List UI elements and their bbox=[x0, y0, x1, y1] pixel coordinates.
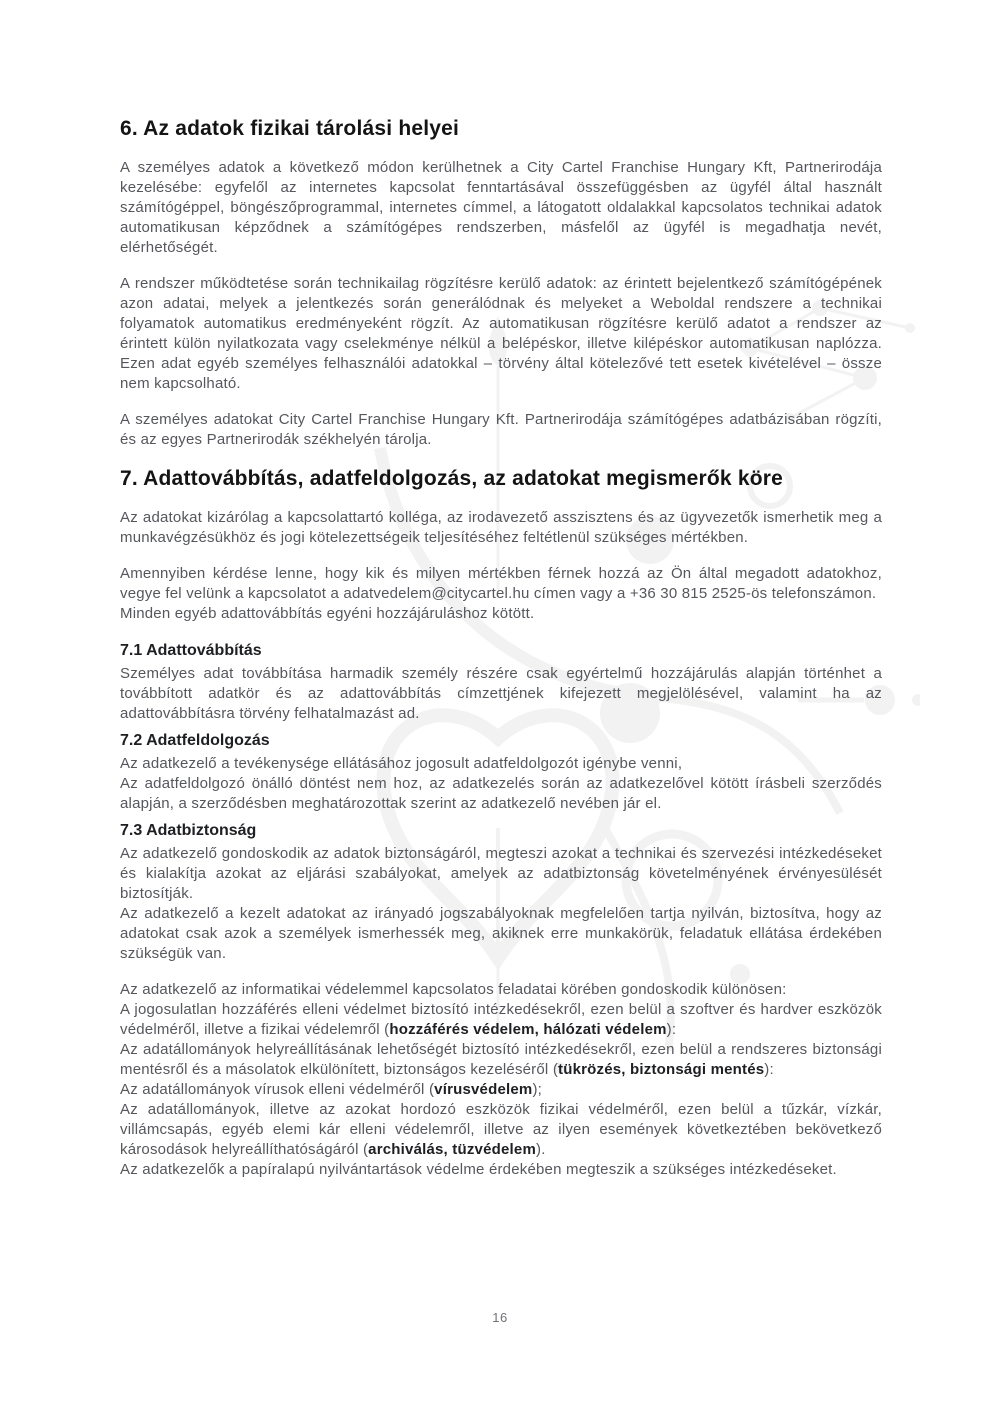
section-7-3-paragraph-2: Az adatkezelő a kezelt adatokat az irányadó jogszabályoknak megfelelően tartja nyilván, biztosítva, hogy az adatokat csak azok a személyek ismerhessék meg, akiknek erre munkakörük, feladatuk ellátása érdekében szükségük van. bbox=[120, 905, 882, 962]
page-number: 16 bbox=[492, 1310, 508, 1325]
it-security-intro: Az adatkezelő az informatikai védelemmel kapcsolatos feladatai körében gondoskodik különösen: bbox=[120, 981, 787, 998]
section-7-1-paragraph: Személyes adat továbbítása harmadik személy részére csak egyértelmű hozzájárulás alapján történhet a továbbított adatkör és az adattovábbítás címzettjének kifejezett megjelölésével, valamint ha az adattovábbításra törvény felhatalmazást ad. bbox=[120, 665, 882, 722]
section-7-3-title: 7.3 Adatbiztonság bbox=[120, 822, 257, 839]
section-7-paragraph-3: Minden egyéb adattovábbítás egyéni hozzájáruláshoz kötött. bbox=[120, 605, 535, 622]
section-6-title: 6. Az adatok fizikai tárolási helyei bbox=[120, 117, 460, 140]
section-7-title: 7. Adattovábbítás, adatfeldolgozás, az adatokat megismerők köre bbox=[120, 467, 784, 490]
section-7-paragraph-2: Amennyiben kérdése lenne, hogy kik és milyen mértékben férnek hozzá az Ön által megadott adatokhoz, vegye fel velünk a kapcsolatot a adatvedelem@citycartel.hu címen vagy a +36 30 815 2525-ös telefonszámon. bbox=[120, 565, 882, 602]
section-7-2-paragraph-1: Az adatkezelő a tevékenysége ellátásához jogosult adatfeldolgozót igénybe venni, bbox=[120, 755, 683, 772]
section-6-paragraph-1: A személyes adatok a következő módon kerülhetnek a City Cartel Franchise Hungary Kft, Partnerirodája kezelésébe: egyfelől az internetes kapcsolat fenntartásával összefüggésben az ügyfél által használt számítógéppel, böngészőprogrammal, internetes címmel, a látogatott oldalakkal kapcsolatos technikai adatok automatikusan képződnek a számítógépes rendszerben, másfelől az ügyfél is megadhatja nevét, elérhetőségét. bbox=[120, 159, 882, 256]
it-security-item-physical-protection: Az adatállományok, illetve az azokat hordozó eszközök fizikai védelméről, ezen belül a tűzkár, vízkár, villámcsapás, egyéb elemi kár elleni védelemről, illetve az ilyen események következtében bekövetkező károsodások helyreállíthatóságáról (archiválás, tüzvédelem). bbox=[120, 1101, 882, 1158]
it-security-item-access-protection: A jogosulatlan hozzáférés elleni védelmet biztosító intézkedésekről, ezen belül a szoftver és hardver eszközök védelméről, illetve a fizikai védelemről (hozzáférés védelem, hálózati védelem): bbox=[120, 1001, 882, 1038]
section-6-paragraph-2: A rendszer működtetése során technikailag rögzítésre kerülő adatok: az érintett bejelentkező számítógépének azon adatai, melyek a jelentkezés során generálódnak és melyeket a Weboldal rendszere a technikai folyamatok automatikus eredményeként rögzít. Az automatikusan rögzítésre kerülő adatot a rendszer az érintett külön nyilatkozata vagy cselekménye nélkül a belépéskor, illetve kilépéskor automatikusan naplózza. Ezen adat egyéb személyes felhasználói adatokkal – törvény által kötelezővé tett esetek kivételével – össze nem kapcsolható. bbox=[120, 275, 882, 392]
section-7-1-title: 7.1 Adattovábbítás bbox=[120, 642, 262, 659]
section-7-2-paragraph-2: Az adatfeldolgozó önálló döntést nem hoz, az adatkezelés során az adatkezelővel kötött írásbeli szerződés alapján, a szerződésben meghatározottak szerint az adatkezelő nevében jár el. bbox=[120, 775, 882, 812]
it-security-item-backup: Az adatállományok helyreállításának lehetőségét biztosító intézkedésekről, ezen belül a rendszeres biztonsági mentésről és a másolatok elkülönített, biztonságos kezeléséről (tükrözés, biztonsági mentés): bbox=[120, 1041, 882, 1078]
section-7-3-paragraph-1: Az adatkezelő gondoskodik az adatok biztonságáról, megteszi azokat a technikai és szervezési intézkedéseket és kialakítja azokat az eljárási szabályokat, amelyek az adatbiztonság követelményének érvényesülését biztosítják. bbox=[120, 845, 882, 902]
section-7-2-title: 7.2 Adatfeldolgozás bbox=[120, 732, 270, 749]
it-security-item-virus-protection: Az adatállományok vírusok elleni védelméről (vírusvédelem); bbox=[120, 1081, 543, 1098]
section-6-paragraph-3: A személyes adatokat City Cartel Franchise Hungary Kft. Partnerirodája számítógépes adatbázisában rögzíti, és az egyes Partnerirodák székhelyén tárolja. bbox=[120, 411, 882, 448]
section-7-paragraph-1: Az adatokat kizárólag a kapcsolattartó kolléga, az irodavezető asszisztens és az ügyvezetők ismerhetik meg a munkavégzésükhöz és jogi kötelezettségeik teljesítéséhez feltétlenül szükséges mértékben. bbox=[120, 509, 882, 546]
paper-records-paragraph: Az adatkezelők a papíralapú nyilvántartások védelme érdekében megteszik a szükséges intézkedéseket. bbox=[120, 1161, 837, 1178]
